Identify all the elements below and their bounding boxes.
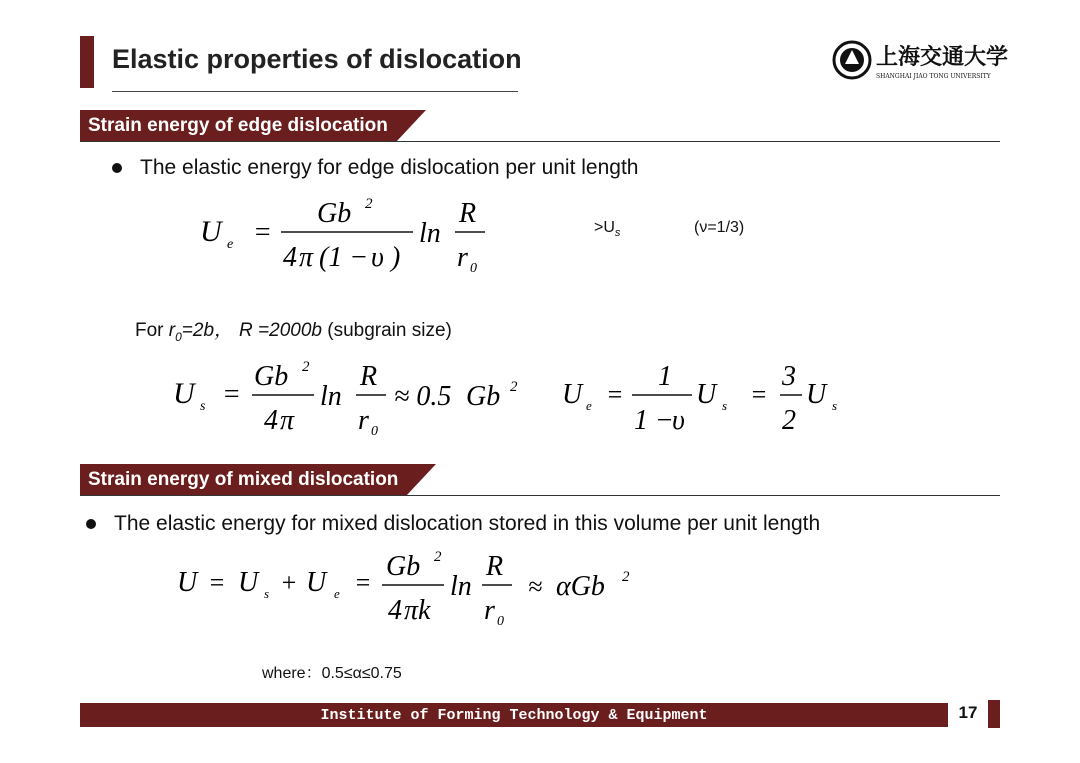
svg-text:s: s	[722, 398, 728, 413]
svg-text:≈ 0.5: ≈ 0.5	[394, 381, 452, 412]
svg-text:U: U	[200, 215, 222, 248]
svg-text:=: =	[750, 380, 768, 409]
title-underline	[112, 91, 518, 92]
bullet-mixed-text: The elastic energy for mixed dislocation stored in this volume per unit length	[114, 512, 821, 535]
svg-text:2: 2	[302, 359, 310, 375]
for-prefix: For	[135, 320, 169, 341]
footer-text: Institute of Forming Technology & Equipment	[320, 706, 708, 724]
svg-text:U: U	[173, 377, 195, 410]
for-suffix: (subgrain size)	[321, 320, 452, 341]
svg-text:0: 0	[470, 261, 477, 276]
svg-text:R: R	[459, 198, 477, 229]
svg-text:4: 4	[388, 595, 402, 626]
compare-us-sub: s	[614, 227, 621, 240]
svg-text:e: e	[227, 237, 234, 252]
section-heading-mixed	[80, 464, 436, 496]
title-accent-bar	[80, 36, 94, 88]
bullet-dot	[112, 163, 122, 173]
svg-text:ln: ln	[320, 381, 342, 412]
svg-text:U: U	[806, 379, 827, 410]
bullet-mixed	[86, 512, 820, 536]
svg-text:4: 4	[264, 405, 278, 436]
section-heading-edge-arrow	[396, 110, 426, 142]
section-heading-edge	[80, 110, 426, 142]
svg-text:U: U	[177, 567, 198, 598]
svg-text:ln: ln	[419, 218, 441, 249]
compare-us-text: >U	[594, 219, 615, 236]
for-r0: r	[168, 320, 176, 341]
svg-text:=: =	[222, 379, 241, 410]
svg-text:0: 0	[371, 424, 378, 439]
svg-text:2: 2	[782, 405, 796, 436]
equation-mixed-energy	[172, 545, 642, 635]
svg-text:πk: πk	[404, 595, 431, 626]
bullet-edge	[112, 156, 638, 180]
compare-us	[594, 219, 620, 239]
svg-text:1 −: 1 −	[634, 405, 674, 436]
svg-text:υ: υ	[672, 405, 685, 436]
logo-text: 上海交通大学	[876, 44, 1009, 70]
svg-text:1: 1	[658, 361, 672, 392]
svg-text:U: U	[696, 379, 717, 410]
svg-text:=: =	[253, 217, 272, 248]
svg-text:=: =	[606, 380, 624, 409]
svg-text:π: π	[299, 242, 314, 273]
svg-text:s: s	[832, 398, 838, 413]
svg-text:+: +	[280, 568, 298, 597]
for-r0-value: =2b，	[181, 320, 234, 341]
svg-text:r: r	[457, 242, 468, 273]
logo-subtext: SHANGHAI JIAO TONG UNIVERSITY	[876, 73, 991, 80]
svg-text:r: r	[484, 595, 495, 626]
svg-text:≈: ≈	[528, 572, 543, 601]
for-line	[135, 315, 452, 344]
svg-text:π: π	[280, 405, 295, 436]
equation-edge-energy	[195, 192, 505, 282]
svg-text:3: 3	[782, 361, 796, 392]
svg-text:s: s	[200, 399, 206, 414]
svg-text:Gb: Gb	[386, 551, 421, 582]
svg-text:s: s	[264, 586, 270, 601]
svg-text:υ: υ	[371, 242, 384, 273]
svg-text:=: =	[208, 568, 226, 597]
equation-screw-energy	[168, 355, 548, 445]
svg-text:e: e	[586, 398, 592, 413]
svg-text:2: 2	[434, 549, 442, 565]
section-heading-mixed-label: Strain energy of mixed dislocation	[80, 464, 406, 496]
svg-text:4: 4	[283, 242, 297, 273]
bullet-dot	[86, 519, 96, 529]
svg-text:0: 0	[497, 614, 504, 629]
page-number-accent	[988, 700, 1000, 728]
page-title: Elastic properties of dislocation	[112, 44, 522, 74]
equation-edge-vs-screw	[560, 355, 850, 445]
svg-text:U: U	[562, 379, 583, 410]
svg-text:ln: ln	[450, 571, 472, 602]
svg-text:): )	[391, 242, 401, 273]
svg-text:r: r	[358, 405, 369, 436]
svg-text:U: U	[238, 567, 259, 598]
svg-text:=: =	[354, 568, 372, 597]
section-divider-2	[80, 495, 1000, 496]
where-note: where：0.5≤α≤0.75	[262, 665, 402, 682]
section-divider-1	[80, 141, 1000, 142]
svg-text:R: R	[486, 551, 504, 582]
section-heading-edge-label: Strain energy of edge dislocation	[80, 110, 396, 142]
svg-text:(1 −: (1 −	[319, 242, 369, 273]
svg-text:Gb: Gb	[317, 198, 352, 229]
for-r0-sub: 0	[175, 329, 182, 344]
university-logo	[830, 38, 1010, 84]
svg-text:2: 2	[365, 196, 373, 212]
svg-text:Gb: Gb	[466, 381, 501, 412]
bullet-edge-text: The elastic energy for edge dislocation per unit length	[140, 156, 639, 179]
svg-text:R: R	[360, 361, 378, 392]
for-R-value: R =2000b	[239, 320, 322, 341]
svg-text:2: 2	[622, 569, 630, 585]
svg-text:2: 2	[510, 379, 518, 395]
svg-text:U: U	[306, 567, 327, 598]
page-number: 17	[958, 703, 978, 722]
footer-bar	[80, 703, 948, 727]
svg-text:αGb: αGb	[556, 571, 605, 602]
section-heading-mixed-arrow	[406, 464, 436, 496]
svg-text:e: e	[334, 586, 340, 601]
svg-text:Gb: Gb	[254, 361, 289, 392]
poisson-note: (ν=1/3)	[694, 219, 745, 236]
